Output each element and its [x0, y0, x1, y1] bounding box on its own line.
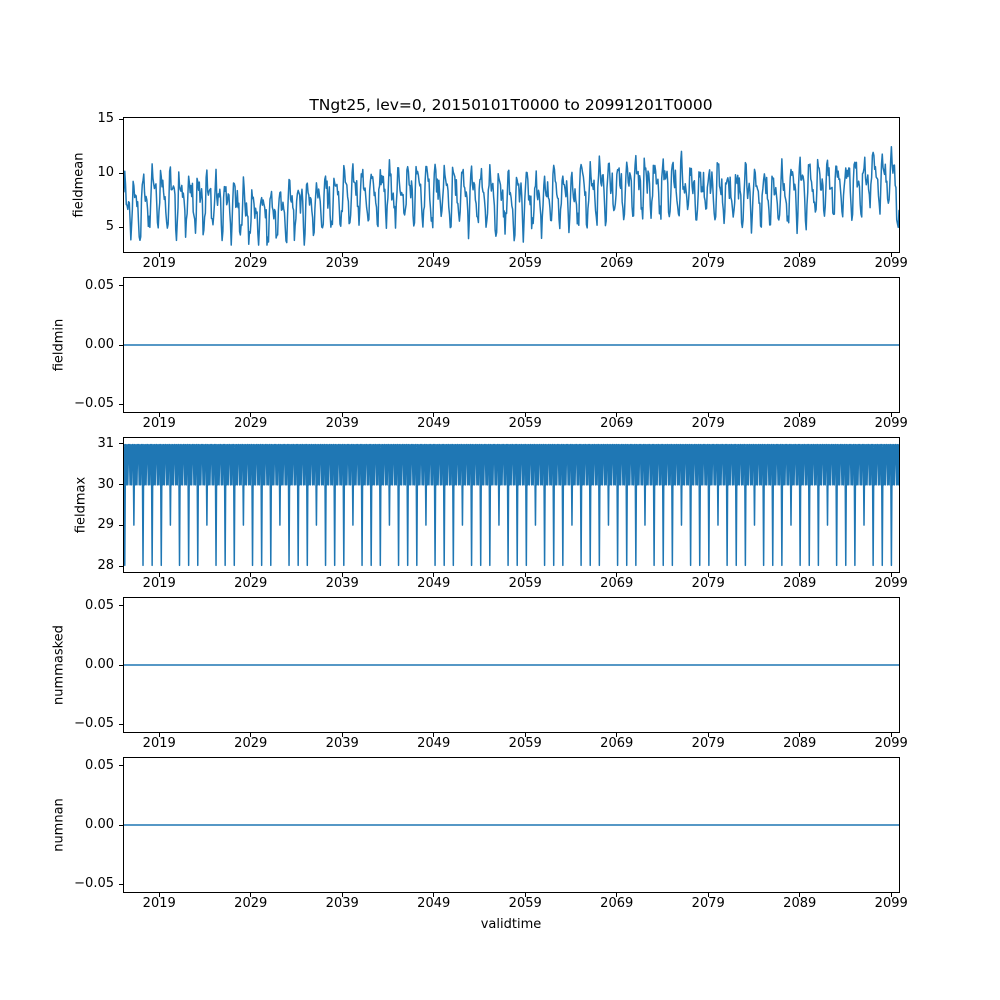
- y-tick-label: 0.05: [85, 757, 114, 773]
- x-tick-label: 2079: [691, 736, 725, 751]
- y-tick-mark: [119, 566, 123, 567]
- fieldmean-line-chart: [124, 118, 899, 252]
- y-tick-label: −0.05: [74, 715, 114, 731]
- x-tick-label: 2019: [142, 576, 176, 591]
- y-tick-label: 15: [97, 111, 114, 127]
- y-tick-mark: [119, 119, 123, 120]
- x-tick-label: 2039: [325, 736, 359, 751]
- y-tick-label: 10: [97, 164, 114, 180]
- figure-title: TNgt25, lev=0, 20150101T0000 to 20991201T0000: [309, 96, 713, 114]
- y-tick-mark: [119, 484, 123, 485]
- x-tick-label: 2089: [783, 736, 817, 751]
- x-tick-label: 2049: [417, 256, 451, 271]
- x-tick-label: 2049: [417, 416, 451, 431]
- y-tick-label: 31: [97, 435, 114, 451]
- x-tick-label: 2079: [691, 256, 725, 271]
- x-tick-label: 2029: [234, 576, 268, 591]
- y-axis-label-nummasked: nummasked: [51, 625, 67, 705]
- y-tick-label: 0.05: [85, 277, 114, 293]
- x-tick-label: 2069: [600, 896, 634, 911]
- plot-area-nummasked: [123, 597, 900, 733]
- x-tick-label: 2039: [325, 416, 359, 431]
- plot-area-fieldmax: [123, 437, 900, 573]
- x-tick-label: 2059: [508, 736, 542, 751]
- x-tick-label: 2059: [508, 896, 542, 911]
- y-tick-mark: [119, 443, 123, 444]
- fieldmax-line-chart: [124, 438, 899, 572]
- y-tick-mark: [119, 605, 123, 606]
- fieldmean-series-line: [124, 147, 899, 245]
- x-tick-label: 2039: [325, 576, 359, 591]
- y-axis-label-fieldmean: fieldmean: [71, 152, 87, 218]
- y-tick-label: 28: [97, 558, 114, 574]
- x-tick-label: 2049: [417, 576, 451, 591]
- x-tick-label: 2069: [600, 256, 634, 271]
- x-tick-label: 2019: [142, 896, 176, 911]
- x-tick-label: 2089: [783, 896, 817, 911]
- x-tick-label: 2029: [234, 256, 268, 271]
- y-axis-label-numnan: numnan: [51, 798, 67, 852]
- x-tick-label: 2099: [874, 256, 908, 271]
- y-tick-mark: [119, 884, 123, 885]
- y-tick-mark: [119, 724, 123, 725]
- y-axis-label-fieldmin: fieldmin: [51, 318, 67, 372]
- x-tick-label: 2059: [508, 256, 542, 271]
- x-tick-label: 2089: [783, 576, 817, 591]
- x-tick-label: 2099: [874, 416, 908, 431]
- y-tick-mark: [119, 825, 123, 826]
- x-tick-label: 2099: [874, 736, 908, 751]
- y-tick-mark: [119, 525, 123, 526]
- x-axis-label: validtime: [480, 917, 542, 932]
- fieldmax-series-line: [124, 445, 899, 566]
- x-tick-label: 2079: [691, 416, 725, 431]
- fieldmin-line-chart: [124, 278, 899, 412]
- x-tick-label: 2039: [325, 256, 359, 271]
- x-tick-label: 2019: [142, 256, 176, 271]
- y-tick-mark: [119, 227, 123, 228]
- y-tick-label: −0.05: [74, 875, 114, 891]
- x-tick-label: 2069: [600, 576, 634, 591]
- y-tick-label: 5: [105, 218, 114, 234]
- plot-area-fieldmean: [123, 117, 900, 253]
- x-tick-label: 2069: [600, 416, 634, 431]
- y-tick-mark: [119, 404, 123, 405]
- y-tick-label: 30: [97, 476, 114, 492]
- y-tick-label: 0.05: [85, 597, 114, 613]
- y-tick-mark: [119, 285, 123, 286]
- y-tick-label: 0.00: [85, 656, 114, 672]
- x-tick-label: 2069: [600, 736, 634, 751]
- x-tick-label: 2049: [417, 896, 451, 911]
- x-tick-label: 2029: [234, 896, 268, 911]
- x-tick-label: 2099: [874, 576, 908, 591]
- x-tick-label: 2019: [142, 736, 176, 751]
- plot-area-numnan: [123, 757, 900, 893]
- x-tick-label: 2079: [691, 896, 725, 911]
- x-tick-label: 2059: [508, 416, 542, 431]
- x-tick-label: 2079: [691, 576, 725, 591]
- x-tick-label: 2089: [783, 256, 817, 271]
- y-tick-mark: [119, 665, 123, 666]
- numnan-line-chart: [124, 758, 899, 892]
- x-tick-label: 2029: [234, 416, 268, 431]
- x-tick-label: 2099: [874, 896, 908, 911]
- y-axis-label-fieldmax: fieldmax: [73, 476, 89, 534]
- plot-area-fieldmin: [123, 277, 900, 413]
- x-tick-label: 2089: [783, 416, 817, 431]
- nummasked-line-chart: [124, 598, 899, 732]
- x-tick-label: 2029: [234, 736, 268, 751]
- x-tick-label: 2019: [142, 416, 176, 431]
- y-tick-mark: [119, 345, 123, 346]
- y-tick-mark: [119, 173, 123, 174]
- y-tick-label: −0.05: [74, 395, 114, 411]
- y-tick-label: 0.00: [85, 816, 114, 832]
- x-tick-label: 2039: [325, 896, 359, 911]
- x-tick-label: 2049: [417, 736, 451, 751]
- y-tick-mark: [119, 765, 123, 766]
- y-tick-label: 29: [97, 517, 114, 533]
- y-tick-label: 0.00: [85, 336, 114, 352]
- x-tick-label: 2059: [508, 576, 542, 591]
